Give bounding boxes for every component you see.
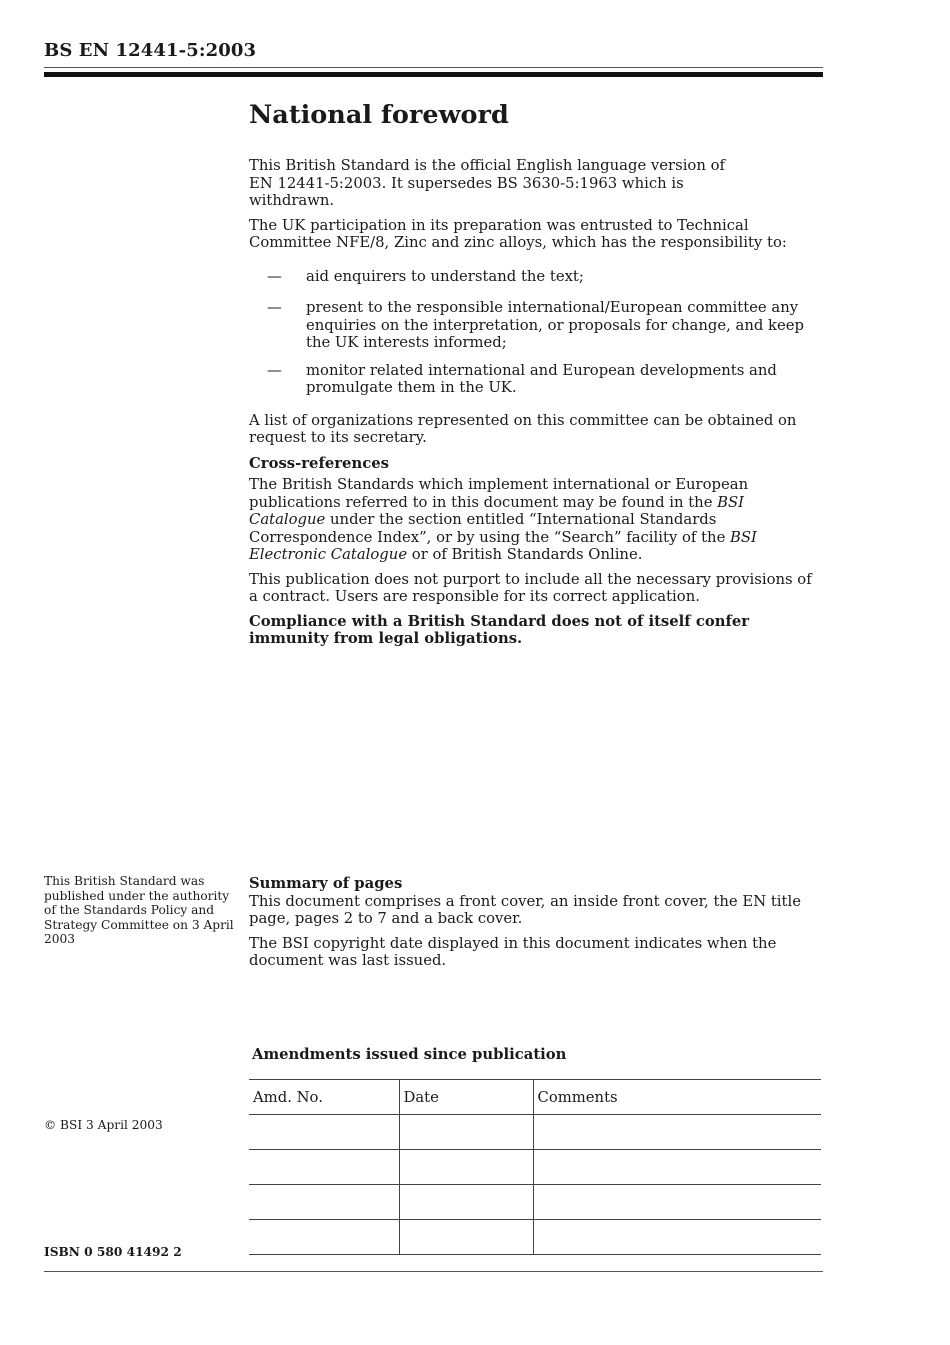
table-cell: [399, 1220, 533, 1255]
publication-note: This British Standard was published under the authority of the Standards Policy and Strategy Committee on 3 April 2003: [44, 874, 234, 946]
table-cell: [533, 1115, 821, 1150]
foreword-paragraph-2: The UK participation in its preparation was entrusted to Technical Committee NFE/8, Zinc and zinc alloys, which has the responsibility to:: [249, 216, 787, 251]
header-rule-thin: [44, 67, 823, 68]
table-row: [249, 1185, 821, 1220]
list-item-text: present to the responsible international/European committee any enquiries on the interpretation, or proposals for change, and keep the UK interests informed;: [306, 299, 805, 351]
crossref-text-2: under the section entitled “International Standards Correspondence Index”, or by using the “Search” facility of the: [249, 511, 731, 546]
summary-heading: Summary of pages: [249, 875, 403, 892]
crossref-paragraph: [249, 476, 824, 564]
table-cell: [249, 1150, 399, 1185]
amendments-table-wrap: [249, 1079, 821, 1255]
list-item: [249, 299, 824, 352]
document-id: BS EN 12441-5:2003: [44, 40, 257, 61]
foreword-paragraph-3: A list of organizations represented on this committee can be obtained on request to its secretary.: [249, 411, 797, 446]
copyright-notice: © BSI 3 April 2003: [44, 1118, 163, 1132]
isbn: ISBN 0 580 41492 2: [44, 1245, 182, 1259]
table-cell: [399, 1185, 533, 1220]
column-header: Comments: [533, 1080, 821, 1115]
list-item-text: aid enquirers to understand the text;: [306, 267, 584, 285]
list-dash: —: [267, 267, 282, 285]
list-item: [249, 268, 824, 286]
foreword-paragraph-4: This publication does not purport to include all the necessary provisions of a contract. Users are responsible for its correct application.: [249, 570, 812, 605]
column-header: Amd. No.: [249, 1080, 399, 1115]
header-rule-thick: [44, 72, 823, 77]
table-cell: [399, 1150, 533, 1185]
table-row: [249, 1150, 821, 1185]
table-row: [249, 1220, 821, 1255]
summary-text: This document comprises a front cover, an inside front cover, the EN title page, pages 2 to 7 and a back cover.: [249, 892, 801, 927]
crossref-text-3: or of British Standards Online.: [407, 546, 643, 563]
bsi-catalogue-title: BSI Catalogue: [249, 493, 745, 528]
crossref-heading: Cross-references: [249, 454, 389, 472]
crossref-text-1: The British Standards which implement international or European publications referred to in this document may be found in the: [249, 476, 749, 511]
table-cell: [249, 1115, 399, 1150]
table-row: [249, 1115, 821, 1150]
list-dash: —: [267, 361, 282, 379]
amendments-table: [249, 1079, 821, 1255]
table-cell: [249, 1220, 399, 1255]
foreword-paragraph-1: This British Standard is the official English language version of EN 12441-5:2003. It supersedes BS 3630-5:1963 which is withdrawn.: [249, 157, 725, 209]
table-cell: [533, 1185, 821, 1220]
table-cell: [533, 1220, 821, 1255]
list-item-text: monitor related international and European developments and promulgate them in the UK.: [306, 361, 777, 396]
bsi-electronic-catalogue-title: BSI Electronic Catalogue: [249, 528, 757, 563]
column-header: Date: [399, 1080, 533, 1115]
amendments-title: Amendments issued since publication: [252, 1046, 567, 1063]
foreword-body: [249, 157, 824, 648]
table-cell: [533, 1150, 821, 1185]
list-item: [249, 362, 824, 397]
footer-rule: [44, 1271, 823, 1272]
table-header-row: [249, 1080, 821, 1115]
table-cell: [399, 1115, 533, 1150]
page-title: National foreword: [249, 100, 509, 130]
copyright-date-note: The BSI copyright date displayed in this document indicates when the document was last issued.: [249, 934, 777, 969]
table-cell: [249, 1185, 399, 1220]
summary-section: [249, 875, 824, 970]
list-dash: —: [267, 299, 282, 316]
compliance-statement: Compliance with a British Standard does not of itself confer immunity from legal obligations.: [249, 612, 750, 647]
